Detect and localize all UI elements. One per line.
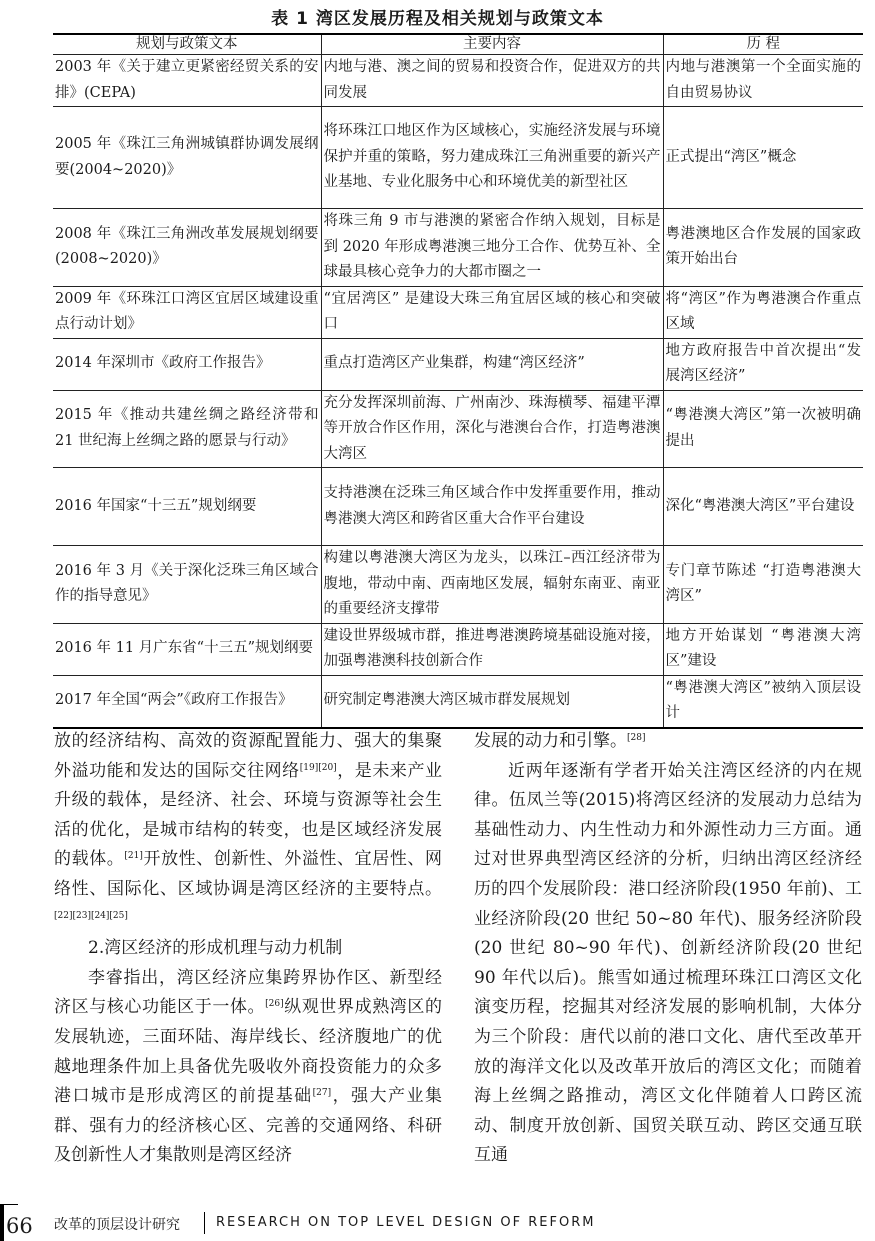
cell-process: “粤港澳大湾区”被纳入顶层设计 [663, 675, 863, 728]
cell-process: 将“湾区”作为粤港澳合作重点区域 [663, 286, 863, 338]
text-run: 纵观世界成熟湾区的发展轨迹，三面环陆、海岸线长、经济腹地广的优越地理条件加上具备优先吸收外商投资能力的众多港口城市是形成湾区的前提基础 [54, 997, 443, 1107]
cell-content: 将环珠江口地区作为区域核心，实施经济发展与环境保护并重的策略，努力建成珠江三角洲重要的新兴产业基地、专业化服务中心和环境优美的新型社区 [321, 107, 663, 209]
body-right-column [474, 727, 862, 1171]
cell-policy: 2005 年《珠江三角洲城镇群协调发展纲要(2004~2020)》 [53, 107, 321, 209]
paragraph [54, 964, 442, 1171]
cell-policy: 2017 年全国“两会”《政府工作报告》 [53, 675, 321, 728]
cell-process: “粤港澳大湾区”第一次被明确提出 [663, 390, 863, 468]
cell-content: 建设世界级城市群，推进粤港澳跨境基础设施对接，加强粤港澳科技创新合作 [321, 623, 663, 675]
table-row [53, 338, 863, 390]
cell-process: 深化“粤港澳大湾区”平台建设 [663, 468, 863, 546]
cell-policy: 2003 年《关于建立更紧密经贸关系的安排》(CEPA) [53, 55, 321, 107]
footer-bar-decoration [0, 1204, 4, 1241]
paragraph [54, 727, 442, 934]
table-row [53, 468, 863, 546]
cell-process: 地方开始谋划 “粤港澳大湾区”建设 [663, 623, 863, 675]
footer-divider [204, 1212, 205, 1234]
cell-policy: 2014 年深圳市《政府工作报告》 [53, 338, 321, 390]
citation: [26] [265, 999, 284, 1010]
cell-process: 地方政府报告中首次提出“发展湾区经济” [663, 338, 863, 390]
text-run: ，强大产业集群、强有力的经济核心区、完善的交通网络、科研及创新性人才集散则是湾区经济 [54, 1086, 443, 1166]
table-caption: 表 1 湾区发展历程及相关规划与政策文本 [271, 9, 604, 29]
table-row [53, 390, 863, 468]
text-run: ，是未来产业升级的载体，是经济、社会、环境与资源等社会生活的优化，是城市结构的转变，也是区域经济发展的载体。 [54, 760, 443, 870]
citation: [19][20] [299, 762, 337, 773]
page-number: 66 [6, 1214, 33, 1238]
cell-policy: 2008 年《珠江三角洲改革发展规划纲要(2008~2020)》 [53, 209, 321, 287]
cell-content: 重点打造湾区产业集群，构建“湾区经济” [321, 338, 663, 390]
table-row [53, 286, 863, 338]
citation: [21] [124, 851, 143, 862]
header-process: 历 程 [663, 34, 863, 55]
header-policy-text: 规划与政策文本 [53, 34, 321, 55]
text-run: 发展的动力和引擎。 [474, 731, 627, 751]
paragraph [474, 727, 862, 757]
citation: [22][23][24][25] [54, 910, 128, 921]
cell-content: 充分发挥深圳前海、广州南沙、珠海横琴、福建平潭等开放合作区作用，深化与港澳台合作，打造粤港澳大湾区 [321, 390, 663, 468]
journal-title-cn: 改革的顶层设计研究 [54, 1217, 180, 1233]
journal-title-en: RESEARCH ON TOP LEVEL DESIGN OF REFORM [216, 1215, 596, 1230]
citation: [28] [627, 733, 646, 743]
footer-line-decoration [4, 1204, 18, 1205]
paragraph: 近两年逐渐有学者开始关注湾区经济的内在规律。伍凤兰等(2015)将湾区经济的发展动力总结为基础性动力、内生性动力和外源性动力三方面。通过对世界典型湾区经济的分析，归纳出湾区经济经历的四个发展阶段：港口经济阶段(1950 年前)、工业经济阶段(20 世纪 50~80 年代)、服务经济阶段(20 世纪 80~90 年代)、创新经济阶段(20 世纪 90 年代以后)。熊雪如通过梳理环珠江口湾区文化演变历程，挖掘其对经济发展的影响机制，大体分为三个阶段：唐代以前的港口文化、唐代至改革开放的海洋文化以及改革开放后的湾区文化；而随着海上丝绸之路推动，湾区文化伴随着人口跨区流动、制度开放创新、国贸关联互动、跨区交通互联互通 [474, 760, 862, 1166]
cell-process: 内地与港澳第一个全面实施的自由贸易协议 [663, 55, 863, 107]
section-heading: 2.湾区经济的形成机理与动力机制 [88, 938, 343, 959]
text-run: 李睿指出，湾区经济应集跨界协作区、新型经济区与核心功能区于一体。 [54, 967, 442, 1018]
cell-content: 研究制定粤港澳大湾区城市群发展规划 [321, 675, 663, 728]
table-row [53, 546, 863, 624]
text-run: 放的经济结构、高效的资源配置能力、强大的集聚外溢功能和发达的国际交往网络 [54, 731, 442, 781]
policy-table [53, 33, 863, 729]
cell-process: 粤港澳地区合作发展的国家政策开始出台 [663, 209, 863, 287]
table-row [53, 209, 863, 287]
cell-process: 专门章节陈述 “打造粤港澳大湾区” [663, 546, 863, 624]
cell-content: “宜居湾区” 是建设大珠三角宜居区域的核心和突破口 [321, 286, 663, 338]
citation: [27] [312, 1088, 332, 1099]
cell-policy: 2016 年 3 月《关于深化泛珠三角区域合作的指导意见》 [53, 546, 321, 624]
table-row [53, 675, 863, 728]
header-main-content: 主要内容 [321, 34, 663, 55]
body-left-column [54, 727, 442, 1171]
cell-policy: 2016 年国家“十三五”规划纲要 [53, 468, 321, 546]
cell-policy: 2009 年《环珠江口湾区宜居区域建设重点行动计划》 [53, 286, 321, 338]
cell-policy: 2015 年《推动共建丝绸之路经济带和 21 世纪海上丝绸之路的愿景与行动》 [53, 390, 321, 468]
cell-content: 支持港澳在泛珠三角区域合作中发挥重要作用，推动粤港澳大湾区和跨省区重大合作平台建设 [321, 468, 663, 546]
table-row [53, 107, 863, 209]
cell-content: 内地与港、澳之间的贸易和投资合作，促进双方的共同发展 [321, 55, 663, 107]
cell-policy: 2016 年 11 月广东省“十三五”规划纲要 [53, 623, 321, 675]
cell-process: 正式提出“湾区”概念 [663, 107, 863, 209]
text-run: 开放性、创新性、外溢性、宜居性、网络性、国际化、区域协调是湾区经济的主要特点。 [54, 849, 443, 899]
table-row [53, 623, 863, 675]
page-footer [0, 1204, 875, 1241]
table-row [53, 55, 863, 107]
cell-content: 构建以粤港澳大湾区为龙头，以珠江–西江经济带为腹地，带动中南、西南地区发展，辐射东南亚、南亚的重要经济支撑带 [321, 546, 663, 624]
table-header-row [53, 34, 863, 55]
cell-content: 将珠三角 9 市与港澳的紧密合作纳入规划，目标是到 2020 年形成粤港澳三地分工合作、优势互补、全球最具核心竞争力的大都市圈之一 [321, 209, 663, 287]
